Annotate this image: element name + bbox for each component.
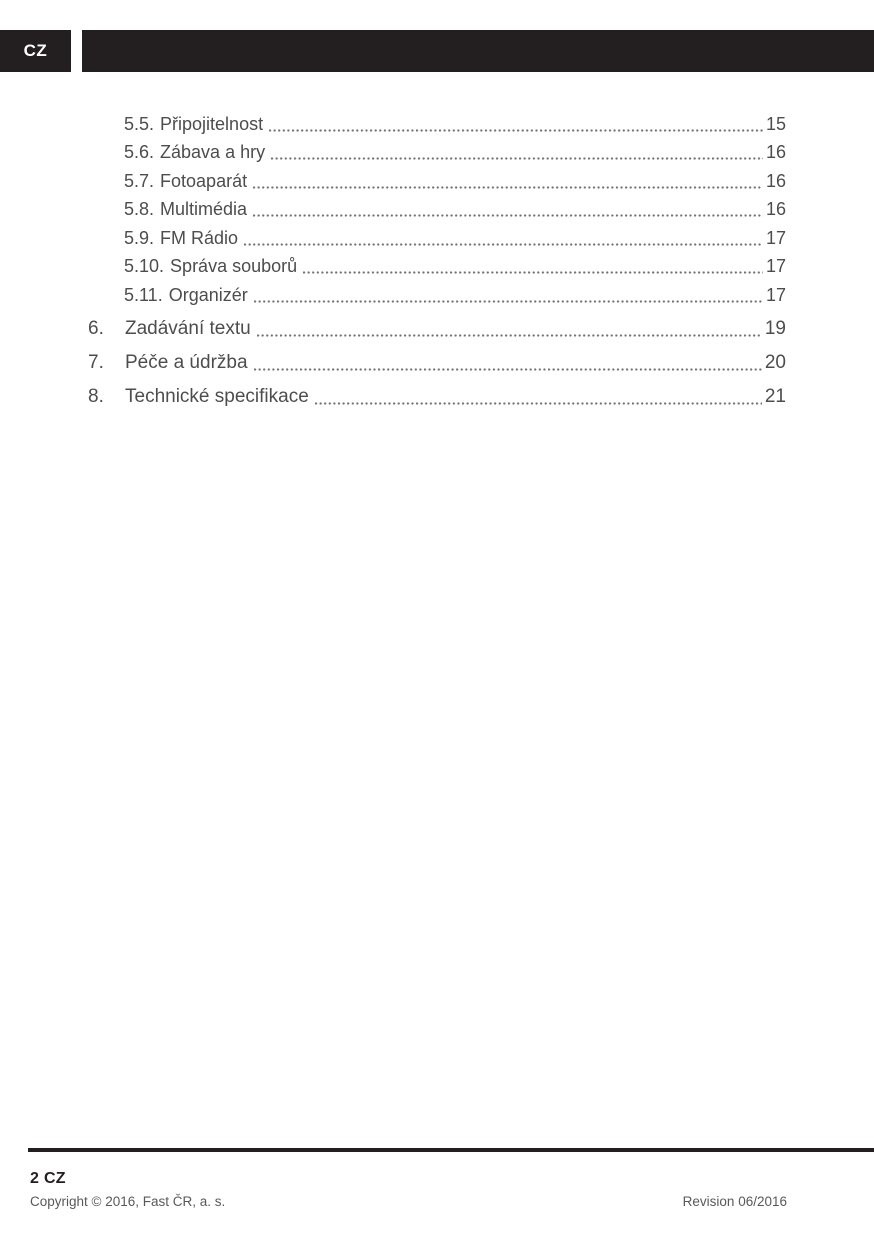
dotted-leader bbox=[244, 243, 763, 246]
toc-entry-page: 17 bbox=[765, 227, 786, 248]
toc-entry-label: Zábava a hry bbox=[160, 142, 266, 162]
dotted-leader bbox=[253, 214, 763, 217]
toc-entry-number: 5.6. bbox=[124, 142, 155, 162]
toc-entry bbox=[88, 345, 786, 379]
footer-page-label: 2 CZ bbox=[30, 1170, 66, 1187]
toc-entry-label: FM Rádio bbox=[160, 227, 239, 248]
toc-entry-label: Fotoaparát bbox=[160, 170, 248, 191]
toc-entry bbox=[124, 282, 786, 311]
toc-entry-number: 6. bbox=[88, 317, 104, 339]
toc-entry bbox=[124, 168, 786, 197]
language-badge-label: CZ bbox=[23, 41, 48, 60]
toc-entry-number: 8. bbox=[88, 385, 104, 407]
header-bar bbox=[82, 30, 874, 72]
toc-entry bbox=[88, 311, 786, 345]
dotted-leader bbox=[254, 300, 763, 303]
toc-entry bbox=[124, 140, 786, 169]
toc-entry-number: 5.11. bbox=[124, 284, 163, 305]
toc-entry-page: 16 bbox=[765, 142, 786, 162]
toc-entry bbox=[124, 225, 786, 254]
toc-entry-page: 19 bbox=[764, 317, 786, 339]
dotted-leader bbox=[269, 129, 763, 132]
toc-entry-number: 7. bbox=[88, 351, 104, 373]
footer-rule bbox=[28, 1148, 874, 1152]
toc-entry-label: Správa souborů bbox=[170, 256, 298, 276]
language-badge bbox=[0, 30, 71, 72]
toc-entry-number: 5.5. bbox=[124, 113, 155, 134]
toc-entry-label: Technické specifikace bbox=[125, 385, 309, 407]
table-of-contents bbox=[88, 111, 786, 413]
footer-copyright: Copyright © 2016, Fast ČR, a. s. bbox=[30, 1194, 226, 1209]
toc-entry-page: 16 bbox=[765, 170, 786, 191]
toc-entry-label: Organizér bbox=[168, 284, 248, 305]
toc-entry-label: Multimédia bbox=[160, 199, 248, 219]
dotted-leader bbox=[257, 334, 762, 337]
toc-entry-page: 17 bbox=[765, 256, 786, 276]
footer-revision: Revision 06/2016 bbox=[682, 1194, 787, 1209]
toc-entry bbox=[124, 111, 786, 140]
toc-entry-page: 16 bbox=[765, 199, 786, 219]
toc-entry bbox=[88, 379, 786, 413]
toc-entry-label: Připojitelnost bbox=[160, 113, 264, 134]
dotted-leader bbox=[271, 157, 763, 160]
toc-entry-page: 15 bbox=[765, 113, 786, 134]
toc-entry bbox=[124, 197, 786, 226]
toc-entry-number: 5.10. bbox=[124, 256, 165, 276]
dotted-leader bbox=[315, 402, 762, 405]
toc-entry-number: 5.7. bbox=[124, 170, 155, 191]
dotted-leader bbox=[254, 368, 762, 371]
toc-entry bbox=[124, 254, 786, 283]
dotted-leader bbox=[253, 186, 763, 189]
toc-entry-label: Péče a údržba bbox=[125, 351, 248, 373]
toc-entry-number: 5.9. bbox=[124, 227, 155, 248]
toc-entry-page: 17 bbox=[765, 284, 786, 305]
toc-entry-number: 5.8. bbox=[124, 199, 155, 219]
toc-entry-page: 20 bbox=[764, 351, 786, 373]
toc-entry-label: Zadávání textu bbox=[125, 317, 251, 339]
toc-entry-page: 21 bbox=[764, 385, 786, 407]
dotted-leader bbox=[303, 271, 763, 274]
